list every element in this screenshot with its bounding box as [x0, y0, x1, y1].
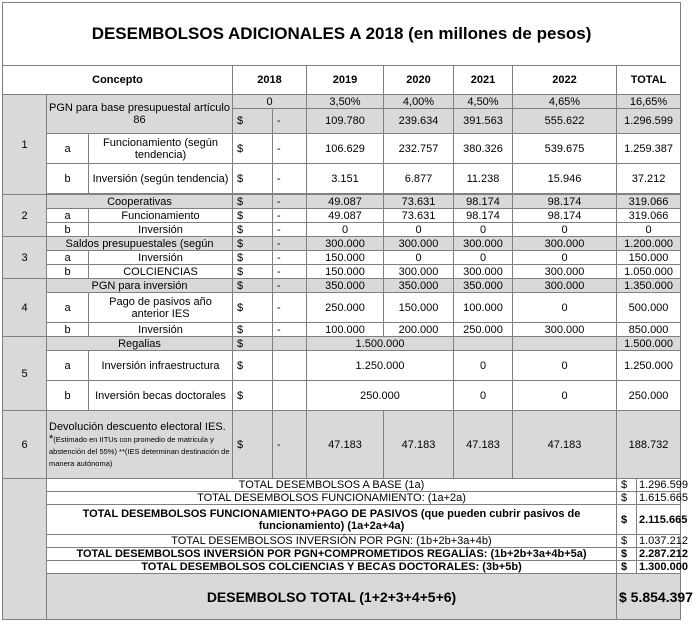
letter: b — [47, 323, 89, 337]
row-5b — [3, 381, 681, 411]
row-1b — [3, 164, 681, 194]
row-4 — [3, 279, 681, 293]
cell: 250.000 — [617, 381, 681, 411]
row-1-pct — [3, 95, 681, 109]
dash: - — [273, 195, 307, 209]
row-3b — [3, 265, 681, 279]
cell: 73.631 — [384, 195, 454, 209]
currency: $ — [617, 479, 637, 492]
row-4b — [3, 323, 681, 337]
cell: 109.780 — [307, 109, 384, 134]
dash — [273, 381, 307, 411]
cell: 0 — [384, 223, 454, 237]
summary-row — [3, 492, 681, 505]
row-4-label: PGN para inversión — [47, 279, 233, 293]
summary-gutter — [3, 479, 47, 620]
currency: $ — [233, 237, 273, 251]
dash: - — [273, 323, 307, 337]
currency: $ — [233, 223, 273, 237]
cell: 0 — [454, 351, 513, 381]
summary-value: 1.300.000 — [637, 561, 681, 574]
row-label: Inversión becas doctorales — [89, 381, 233, 411]
row-2-label: Cooperativas — [47, 195, 233, 209]
cell: 4,50% — [454, 95, 513, 109]
dash: - — [273, 134, 307, 164]
cell: 391.563 — [454, 109, 513, 134]
summary-label: TOTAL DESEMBOLSOS INVERSIÓN POR PGN: (1b+2b+3a+4b) — [47, 535, 617, 548]
cell: 239.634 — [384, 109, 454, 134]
currency: $ — [233, 411, 273, 479]
summary-value: 2.115.665 — [637, 505, 681, 535]
cell: 0 — [617, 223, 681, 237]
cell: 100.000 — [454, 293, 513, 323]
sheet-title: DESEMBOLSOS ADICIONALES A 2018 (en millones de pesos) — [3, 3, 681, 66]
cell: 1.050.000 — [617, 265, 681, 279]
cell: 300.000 — [513, 237, 617, 251]
letter: a — [47, 209, 89, 223]
summary-label: TOTAL DESEMBOLSOS A BASE (1a) — [47, 479, 617, 492]
row-1a — [3, 134, 681, 164]
row-label: Funcionamiento (según tendencia) — [89, 134, 233, 164]
cell: 200.000 — [384, 323, 454, 337]
summary-row — [3, 548, 681, 561]
row-2a — [3, 209, 681, 223]
row-4a — [3, 293, 681, 323]
dash: - — [273, 279, 307, 293]
row-6-label — [47, 411, 233, 479]
cell: 98.174 — [454, 195, 513, 209]
currency: $ — [233, 109, 273, 134]
grand-total-value: $ 5.854.397 — [617, 574, 681, 620]
cell: 500.000 — [617, 293, 681, 323]
dash: - — [273, 237, 307, 251]
dash: - — [273, 164, 307, 194]
summary-label: TOTAL DESEMBOLSOS FUNCIONAMIENTO: (1a+2a) — [47, 492, 617, 505]
cell: 300.000 — [384, 265, 454, 279]
merged-value: 250.000 — [307, 381, 454, 411]
cell: 250.000 — [454, 323, 513, 337]
merged-value: 1.250.000 — [307, 351, 454, 381]
currency: $ — [233, 134, 273, 164]
cell: 150.000 — [307, 265, 384, 279]
row-2b — [3, 223, 681, 237]
cell: 188.732 — [617, 411, 681, 479]
disbursement-table — [2, 2, 693, 620]
currency: $ — [233, 251, 273, 265]
cell: 0 — [384, 251, 454, 265]
cell: 300.000 — [454, 237, 513, 251]
cell: 0 — [513, 223, 617, 237]
cell: 49.087 — [307, 195, 384, 209]
cell: 0 — [454, 381, 513, 411]
cell: 4,00% — [384, 95, 454, 109]
header-2019: 2019 — [307, 66, 384, 95]
cell — [513, 337, 617, 351]
cell: 350.000 — [454, 279, 513, 293]
budget-sheet — [2, 2, 693, 634]
section-1-number: 1 — [3, 95, 47, 195]
dash: - — [273, 251, 307, 265]
cell: 300.000 — [513, 265, 617, 279]
section-3-number: 3 — [3, 237, 47, 279]
row-label: Pago de pasivos año anterior IES — [89, 293, 233, 323]
cell: 47.183 — [513, 411, 617, 479]
merged-value: 1.500.000 — [307, 337, 454, 351]
row-label: Inversión infraestructura — [89, 351, 233, 381]
cell: 350.000 — [307, 279, 384, 293]
cell: 98.174 — [513, 195, 617, 209]
letter: a — [47, 134, 89, 164]
cell: 1.350.000 — [617, 279, 681, 293]
dash: - — [273, 223, 307, 237]
cell: 0 — [233, 95, 307, 109]
cell: 73.631 — [384, 209, 454, 223]
cell: 15.946 — [513, 164, 617, 194]
cell: 0 — [307, 223, 384, 237]
letter: a — [47, 293, 89, 323]
currency: $ — [233, 279, 273, 293]
currency: $ — [233, 265, 273, 279]
summary-row — [3, 479, 681, 492]
cell: 232.757 — [384, 134, 454, 164]
cell: 47.183 — [307, 411, 384, 479]
cell: 106.629 — [307, 134, 384, 164]
currency: $ — [233, 293, 273, 323]
currency: $ — [617, 535, 637, 548]
cell: 1.259.387 — [617, 134, 681, 164]
dash — [273, 337, 307, 351]
row-label: Inversión — [89, 251, 233, 265]
cell: 300.000 — [384, 237, 454, 251]
letter: b — [47, 164, 89, 194]
cell: 319.066 — [617, 195, 681, 209]
currency: $ — [617, 505, 637, 535]
cell: 49.087 — [307, 209, 384, 223]
summary-row — [3, 505, 681, 535]
cell: 0 — [513, 381, 617, 411]
row-label: COLCIENCIAS — [89, 265, 233, 279]
cell: 319.066 — [617, 209, 681, 223]
row-2 — [3, 195, 681, 209]
header-2018: 2018 — [233, 66, 307, 95]
section-2-number: 2 — [3, 195, 47, 237]
cell: 100.000 — [307, 323, 384, 337]
cell: 300.000 — [513, 323, 617, 337]
cell: 0 — [454, 223, 513, 237]
letter: a — [47, 351, 89, 381]
currency: $ — [617, 492, 637, 505]
summary-value: 1.296.599 — [637, 479, 681, 492]
row-5a — [3, 351, 681, 381]
header-2021: 2021 — [454, 66, 513, 95]
cell: 98.174 — [513, 209, 617, 223]
currency: $ — [233, 337, 273, 351]
summary-label: TOTAL DESEMBOLSOS COLCIENCIAS Y BECAS DOCTORALES: (3b+5b) — [47, 561, 617, 574]
dash: - — [273, 411, 307, 479]
row-label: Funcionamiento — [89, 209, 233, 223]
summary-row — [3, 535, 681, 548]
cell: 539.675 — [513, 134, 617, 164]
cell: 37.212 — [617, 164, 681, 194]
cell: 150.000 — [307, 251, 384, 265]
row-3 — [3, 237, 681, 251]
cell: 1.500.000 — [617, 337, 681, 351]
grand-total-label: DESEMBOLSO TOTAL (1+2+3+4+5+6) — [47, 574, 617, 620]
letter: b — [47, 265, 89, 279]
cell: 850.000 — [617, 323, 681, 337]
summary-label: TOTAL DESEMBOLSOS FUNCIONAMIENTO+PAGO DE PASIVOS (que pueden cubrir pasivos de funcionamiento) (1a+2a+4a) — [47, 505, 617, 535]
row-3a — [3, 251, 681, 265]
cell: 555.622 — [513, 109, 617, 134]
cell: 11.238 — [454, 164, 513, 194]
currency: $ — [233, 323, 273, 337]
dash — [273, 351, 307, 381]
cell: 98.174 — [454, 209, 513, 223]
cell — [454, 337, 513, 351]
currency: $ — [617, 561, 637, 574]
cell: 1.200.000 — [617, 237, 681, 251]
cell: 0 — [513, 351, 617, 381]
grand-total-row — [3, 574, 681, 620]
summary-label: TOTAL DESEMBOLSOS INVERSIÓN POR PGN+COMPROMETIDOS REGALÍAS: (1b+2b+3a+4b+5a) — [47, 548, 617, 561]
cell: 0 — [454, 251, 513, 265]
currency: $ — [233, 195, 273, 209]
section-4-number: 4 — [3, 279, 47, 337]
row-label: Inversión (según tendencia) — [89, 164, 233, 194]
row-label: Inversión — [89, 223, 233, 237]
dash: - — [273, 109, 307, 134]
cell: 300.000 — [513, 279, 617, 293]
header-2020: 2020 — [384, 66, 454, 95]
dash: - — [273, 265, 307, 279]
row-6-note: (Estimado en IITUs con promedio de matricula y abstención del 55%) **(IES determinan destinación de manera autónoma) — [49, 434, 230, 468]
summary-row — [3, 561, 681, 574]
row-3-label: Saldos presupuestales (según — [47, 237, 233, 251]
cell: 1.250.000 — [617, 351, 681, 381]
letter: b — [47, 223, 89, 237]
cell: 47.183 — [384, 411, 454, 479]
cell: 150.000 — [384, 293, 454, 323]
summary-value: 1.037.212 — [637, 535, 681, 548]
cell: 380.326 — [454, 134, 513, 164]
currency: $ — [233, 351, 273, 381]
section-5-number: 5 — [3, 337, 47, 411]
summary-value: 1.615.665 — [637, 492, 681, 505]
currency: $ — [233, 209, 273, 223]
row-6-label-main: Devolución descuento electoral IES. * — [49, 420, 226, 445]
cell: 350.000 — [384, 279, 454, 293]
row-5-label: Regalias — [47, 337, 233, 351]
header-row — [3, 66, 681, 95]
dash: - — [273, 293, 307, 323]
currency: $ — [233, 381, 273, 411]
title-row — [3, 3, 681, 66]
cell: 1.296.599 — [617, 109, 681, 134]
letter: a — [47, 251, 89, 265]
row-1-label: PGN para base presupuestal artículo 86 — [47, 95, 233, 134]
header-2022: 2022 — [513, 66, 617, 95]
cell: 3.151 — [307, 164, 384, 194]
cell: 300.000 — [454, 265, 513, 279]
row-5 — [3, 337, 681, 351]
currency: $ — [233, 164, 273, 194]
cell: 0 — [513, 293, 617, 323]
cell: 16,65% — [617, 95, 681, 109]
row-label: Inversión — [89, 323, 233, 337]
letter: b — [47, 381, 89, 411]
cell: 47.183 — [454, 411, 513, 479]
header-concepto: Concepto — [3, 66, 233, 95]
cell: 3,50% — [307, 95, 384, 109]
row-6 — [3, 411, 681, 479]
cell: 4,65% — [513, 95, 617, 109]
summary-value: 2.287.212 — [637, 548, 681, 561]
cell: 250.000 — [307, 293, 384, 323]
currency: $ — [617, 548, 637, 561]
dash: - — [273, 209, 307, 223]
section-6-number: 6 — [3, 411, 47, 479]
cell: 0 — [513, 251, 617, 265]
cell: 300.000 — [307, 237, 384, 251]
cell: 6.877 — [384, 164, 454, 194]
header-total: TOTAL — [617, 66, 681, 95]
cell: 150.000 — [617, 251, 681, 265]
